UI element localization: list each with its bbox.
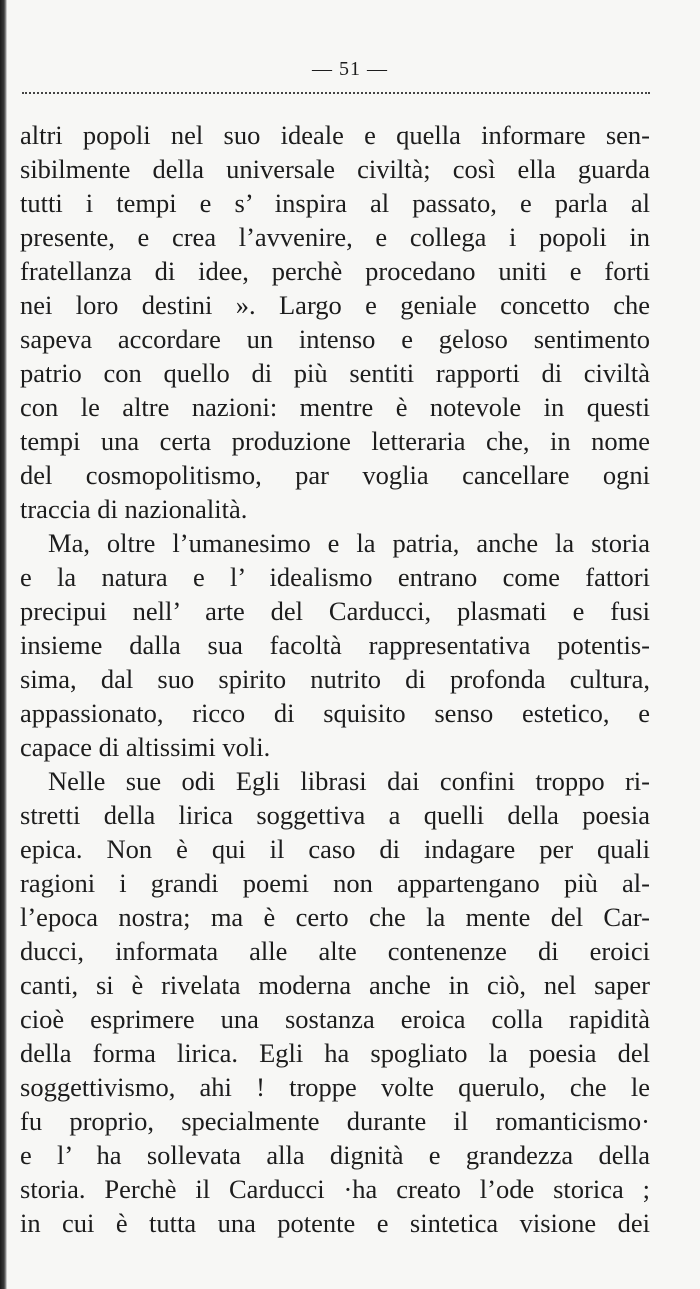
text-line: Nelle sue odi Egli librasi dai confini troppo ri- (48, 766, 650, 796)
text-line: in cui è tutta una potente e sintetica visione dei (20, 1208, 650, 1238)
text-line: nei loro destini ». Largo e geniale concetto che (20, 290, 650, 320)
text-line: tutti i tempi e s’ inspira al passato, e parla al (20, 188, 650, 218)
text-line: stretti della lirica soggettiva a quelli della poesia (20, 800, 650, 830)
text-line: l’epoca nostra; ma è certo che la mente del Car- (20, 902, 650, 932)
text-line: patrio con quello di più sentiti rapporti di civiltà (20, 358, 650, 388)
text-line: soggettivismo, ahi ! troppe volte querulo, che le (20, 1072, 650, 1102)
text-line: epica. Non è qui il caso di indagare per quali (20, 834, 650, 864)
text-line: storia. Perchè il Carducci ·ha creato l’ode storica ; (20, 1174, 650, 1204)
text-line: Ma, oltre l’umanesimo e la patria, anche la storia (48, 528, 650, 558)
text-line: sibilmente della universale civiltà; così ella guarda (20, 154, 650, 184)
text-line: precipui nell’ arte del Carducci, plasmati e fusi (20, 596, 650, 626)
text-line: insieme dalla sua facoltà rappresentativa potentis- (20, 630, 650, 660)
text-line: ragioni i grandi poemi non appartengano più al- (20, 868, 650, 898)
text-line: con le altre nazioni: mentre è notevole in questi (20, 392, 650, 422)
text-line: tempi una certa produzione letteraria che, in nome (20, 426, 650, 456)
text-line: fratellanza di idee, perchè procedano uniti e forti (20, 256, 650, 286)
body-text (20, 118, 650, 1240)
text-line: sapeva accordare un intenso e geloso sentimento (20, 324, 650, 354)
text-line: fu proprio, specialmente durante il romanticismo· (20, 1106, 650, 1136)
text-line: presente, e crea l’avvenire, e collega i popoli in (20, 222, 650, 252)
text-line: cioè esprimere una sostanza eroica colla rapidità (20, 1004, 650, 1034)
text-line: sima, dal suo spirito nutrito di profonda cultura, (20, 664, 650, 694)
text-line: altri popoli nel suo ideale e quella informare sen- (20, 120, 650, 150)
header-dotted-rule (22, 92, 650, 94)
book-spine-edge (0, 0, 7, 1289)
text-line: del cosmopolitismo, par voglia cancellare ogni (20, 460, 650, 490)
text-line: e la natura e l’ idealismo entrano come fattori (20, 562, 650, 592)
text-line: appassionato, ricco di squisito senso estetico, e (20, 698, 650, 728)
text-line: traccia di nazionalità. (20, 494, 248, 524)
text-line: della forma lirica. Egli ha spogliato la poesia del (20, 1038, 650, 1068)
text-line: canti, si è rivelata moderna anche in ciò, nel saper (20, 970, 650, 1000)
text-line: ducci, informata alle alte contenenze di eroici (20, 936, 650, 966)
page-number: — 51 — (312, 58, 388, 80)
text-line: capace di altissimi voli. (20, 732, 271, 762)
text-line: e l’ ha sollevata alla dignità e grandezza della (20, 1140, 650, 1170)
